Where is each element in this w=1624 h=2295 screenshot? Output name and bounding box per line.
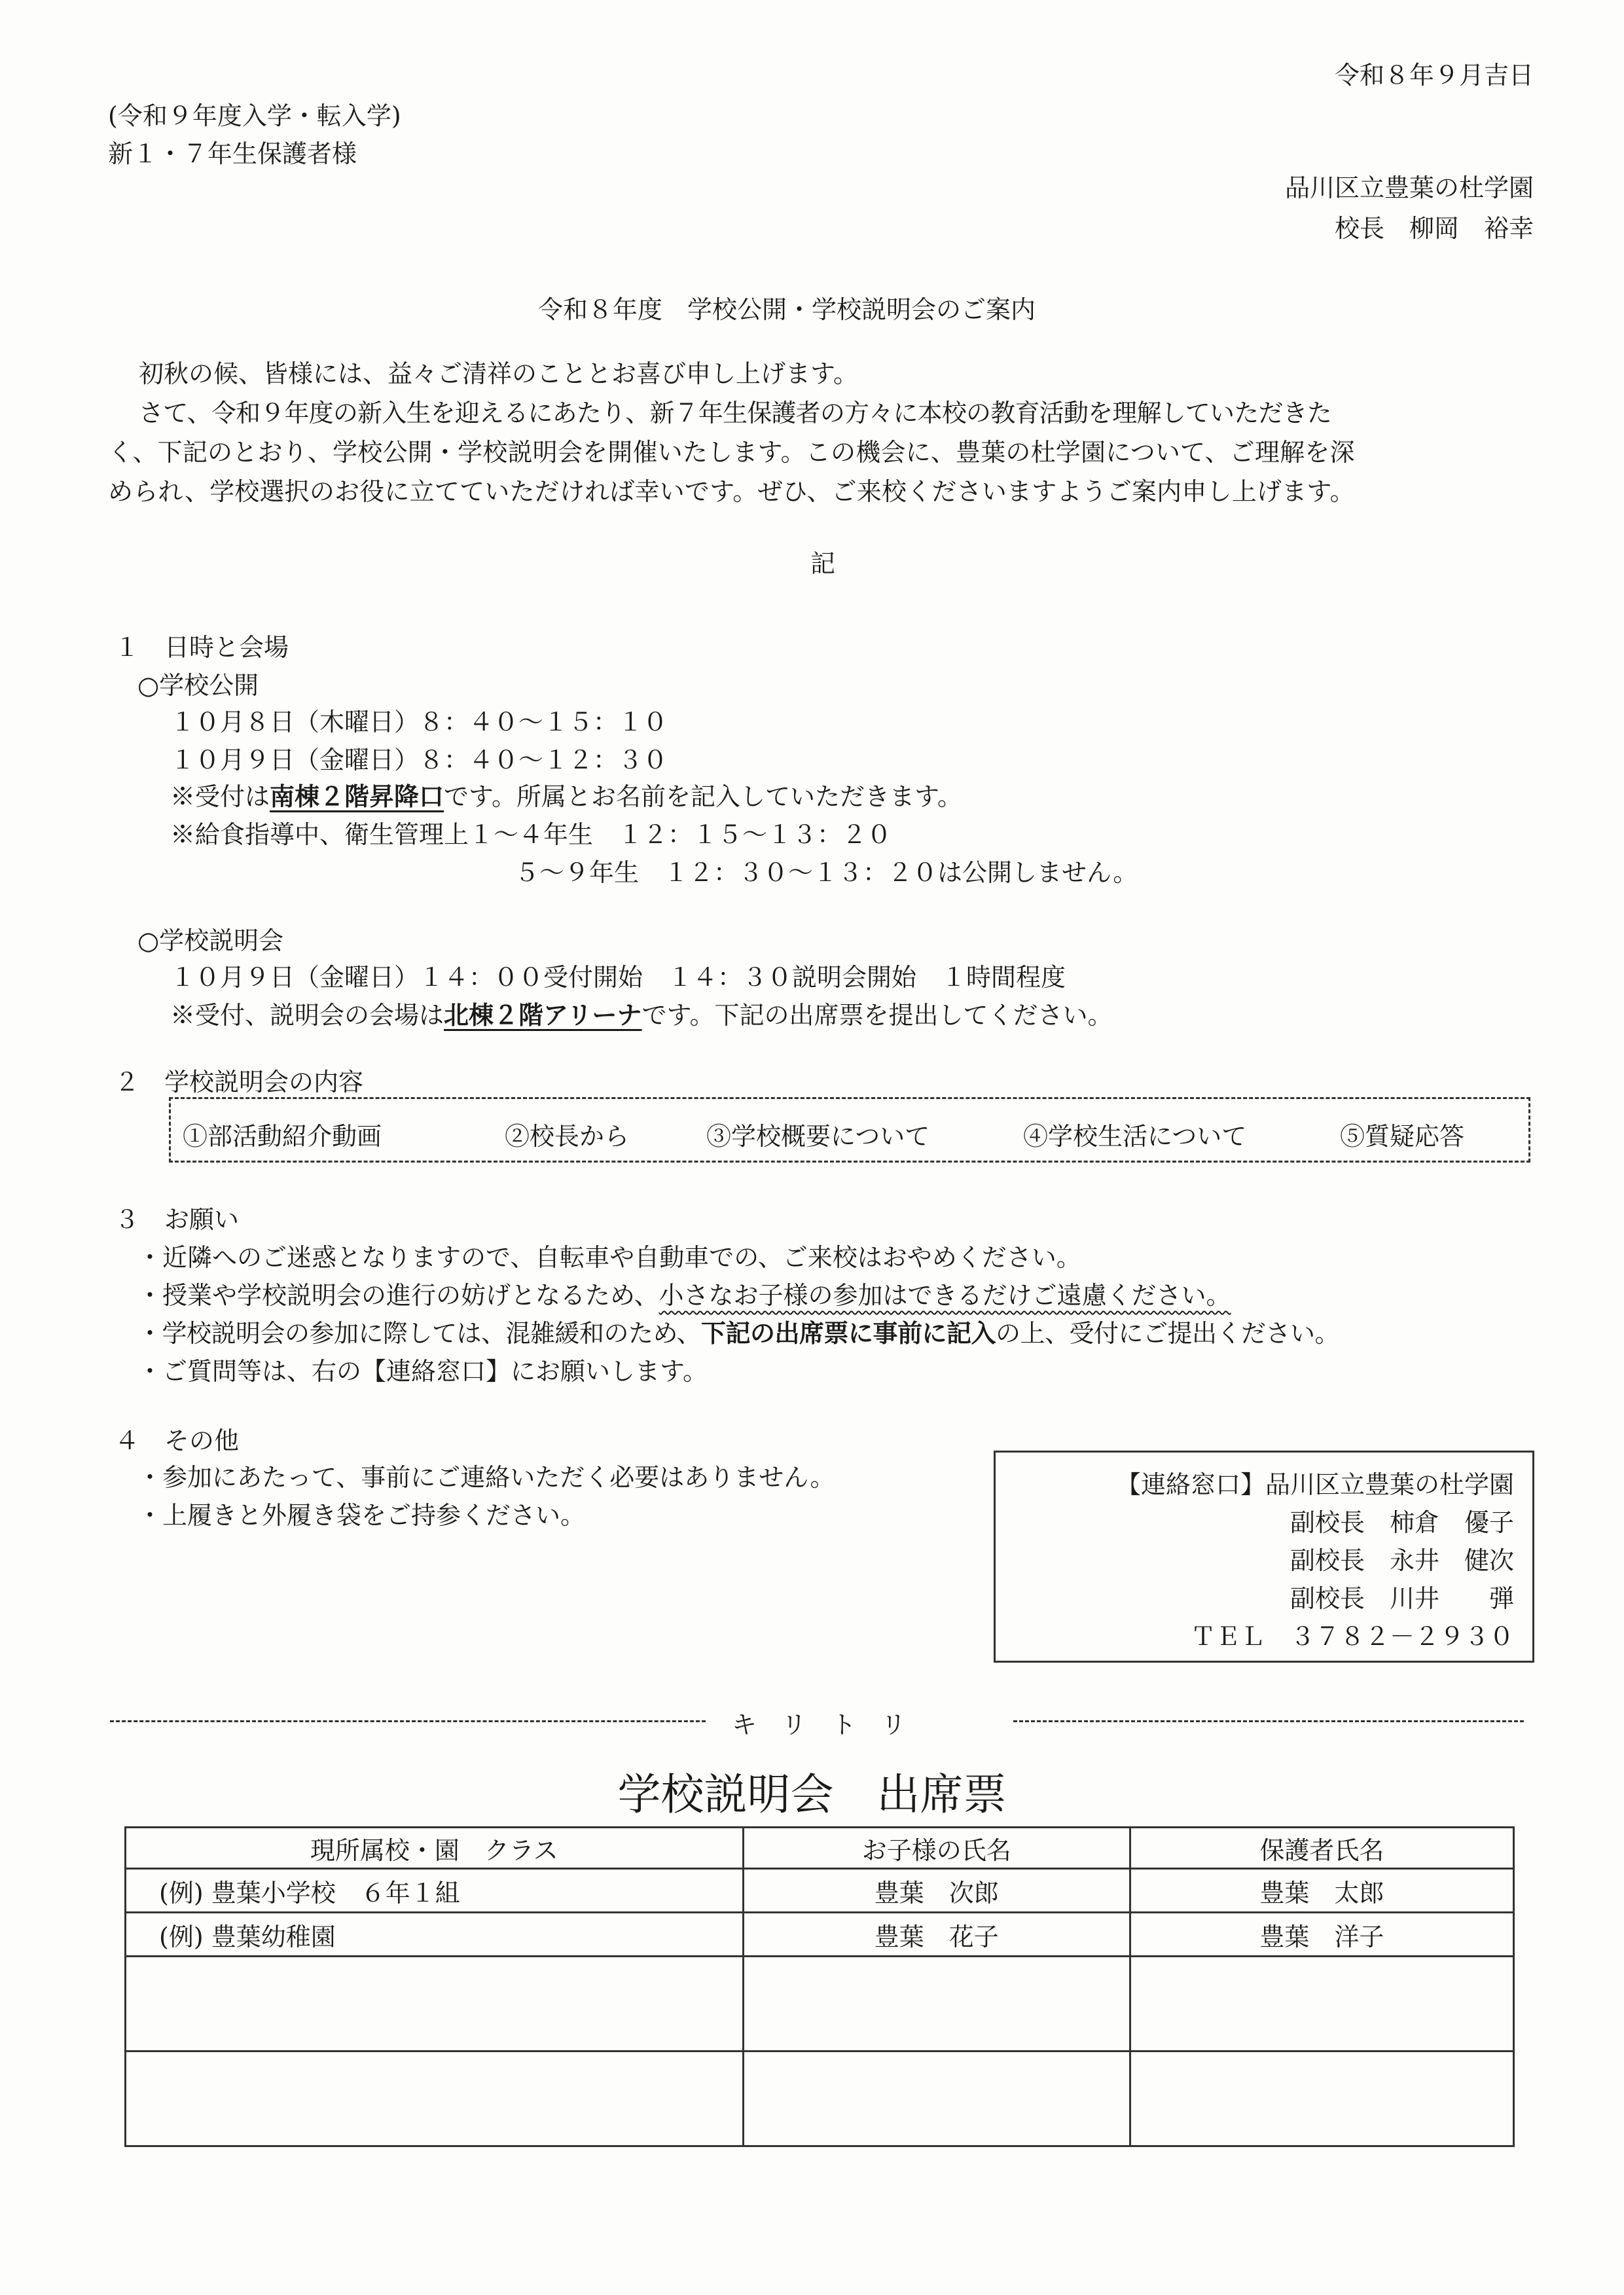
- example-guardian-name: 豊葉 洋子: [1130, 1913, 1513, 1957]
- table-header-row: [126, 1828, 1514, 1869]
- intro-line-4: められ、学校選択のお役に立てていただければ幸いです。ぜひ、ご来校くださいますようご案内申し上げます。: [108, 477, 1355, 506]
- intro-line-3: く、下記のとおり、学校公開・学校説明会を開催いたします。この機会に、豊葉の杜学園について、ご理解を深: [108, 438, 1355, 467]
- example-school-class: (例) 豊葉小学校 ６年１組: [126, 1869, 744, 1913]
- blank-child-name-cell[interactable]: [743, 2051, 1130, 2146]
- example-child-name: 豊葉 次郎: [743, 1869, 1130, 1913]
- request-line-3: [137, 1313, 1339, 1349]
- intro-line-1: 初秋の候、皆様には、益々ご清祥のこととお喜び申し上げます。: [139, 359, 858, 388]
- recipient-line-2: 新１・７年生保護者様: [108, 139, 357, 168]
- attendance-form-title: 学校説明会 出席票: [617, 1769, 1007, 1820]
- lunch-note-1: ※給食指導中、衛生管理上１～４年生 １２：１５～１３：２０: [170, 820, 892, 849]
- blank-guardian-name-cell[interactable]: [1130, 1957, 1513, 2051]
- principal-name: 校長 柳岡 裕幸: [1334, 214, 1534, 243]
- venue-note-pre: ※受付、説明会の会場は: [170, 1001, 444, 1030]
- reception-note-post: です。所属とお名前を記入していただきます。: [444, 782, 962, 811]
- example-guardian-name: 豊葉 太郎: [1130, 1869, 1513, 1913]
- briefing-time: １０月９日（金曜日）１４：００受付開始 １４：３０説明会開始 １時間程度: [170, 963, 1066, 992]
- request-line-1: ・近隣へのご迷惑となりますので、自転車や自動車での、ご来校はおやめください。: [137, 1243, 1081, 1272]
- reception-place: 南棟２階昇降口: [270, 782, 444, 811]
- school-name: 品川区立豊葉の杜学園: [1284, 173, 1534, 202]
- content-item: ②校長から: [505, 1122, 630, 1151]
- section4-heading: ４ その他: [115, 1426, 240, 1455]
- section3-heading: ３ お願い: [115, 1205, 240, 1234]
- vice-principal-1: 副校長 柿倉 優子: [1290, 1508, 1514, 1537]
- ki-mark: 記: [810, 549, 836, 578]
- contact-box: [994, 1451, 1534, 1663]
- contact-title: 【連絡窓口】品川区立豊葉の杜学園: [1115, 1470, 1514, 1499]
- school-open-label: ○学校公開: [137, 671, 259, 700]
- header-child-name: お子様の氏名: [743, 1828, 1130, 1869]
- advance-form-note: 下記の出席票に事前に記入: [700, 1318, 996, 1348]
- request-line-3-pre: ・学校説明会の参加に際しては、混雑緩和のため、: [137, 1319, 701, 1348]
- attendance-table: [124, 1826, 1515, 2147]
- contact-tel: ＴＥＬ ３７８２－２９３０: [1190, 1622, 1514, 1651]
- venue-place: 北棟２階アリーナ: [444, 1000, 642, 1030]
- cut-label: キ リ ト リ: [732, 1710, 907, 1739]
- cut-line-left: [110, 1720, 706, 1722]
- section2-heading: ２ 学校説明会の内容: [115, 1068, 364, 1096]
- request-line-3-post: の上、受付にご提出ください。: [996, 1319, 1340, 1348]
- document-title: 令和８年度 学校公開・学校説明会のご案内: [538, 295, 1036, 324]
- issue-date: 令和８年９月吉日: [1334, 61, 1534, 90]
- open-day-2: １０月９日（金曜日）８：４０～１２：３０: [170, 746, 668, 774]
- small-children-request: 小さなお子様の参加はできるだけご遠慮ください。: [659, 1281, 1231, 1310]
- other-line-1: ・参加にあたって、事前にご連絡いただく必要はありません。: [137, 1463, 835, 1492]
- example-child-name: 豊葉 花子: [743, 1913, 1130, 1957]
- intro-line-2: さて、令和９年度の新入生を迎えるにあたり、新７年生保護者の方々に本校の教育活動を理解していただきた: [139, 399, 1332, 427]
- content-item: ④学校生活について: [1023, 1122, 1247, 1151]
- header-guardian-name: 保護者氏名: [1130, 1828, 1513, 1869]
- content-item: ①部活動紹介動画: [183, 1122, 382, 1151]
- cut-line-right: [1013, 1720, 1524, 1722]
- venue-note-post: です。下記の出席票を提出してください。: [641, 1001, 1113, 1030]
- blank-entry-row: [126, 2051, 1514, 2146]
- example-school-class: (例) 豊葉幼稚園: [126, 1913, 744, 1957]
- other-line-2: ・上履きと外履き袋をご持参ください。: [137, 1501, 586, 1530]
- blank-guardian-name-cell[interactable]: [1130, 2051, 1513, 2146]
- request-line-4: ・ご質問等は、右の【連絡窓口】にお願いします。: [137, 1357, 708, 1386]
- blank-school-class-cell[interactable]: [126, 1957, 744, 2051]
- content-item: ③学校概要について: [706, 1122, 930, 1151]
- table-row: [126, 1913, 1514, 1957]
- vice-principal-3: 副校長 川井 弾: [1290, 1584, 1514, 1613]
- section1-heading: １ 日時と会場: [115, 633, 289, 662]
- content-item: ⑤質疑応答: [1340, 1122, 1465, 1151]
- venue-note: [170, 995, 1112, 1031]
- reception-note: [170, 776, 962, 812]
- blank-entry-row: [126, 1957, 1514, 2051]
- header-school-class: 現所属校・園 クラス: [126, 1828, 744, 1869]
- request-line-2: [137, 1275, 1231, 1311]
- reception-note-pre: ※受付は: [170, 782, 270, 811]
- briefing-label: ○学校説明会: [137, 926, 284, 955]
- request-line-2-pre: ・授業や学校説明会の進行の妨げとなるため、: [137, 1281, 659, 1310]
- table-row: [126, 1869, 1514, 1913]
- blank-child-name-cell[interactable]: [743, 1957, 1130, 2051]
- recipient-line-1: (令和９年度入学・転入学): [108, 101, 401, 130]
- blank-school-class-cell[interactable]: [126, 2051, 744, 2146]
- lunch-note-2: ５～９年生 １２：３０～１３：２０は公開しません。: [514, 858, 1138, 887]
- briefing-contents-box: [169, 1097, 1530, 1163]
- vice-principal-2: 副校長 永井 健次: [1290, 1546, 1514, 1575]
- open-day-1: １０月８日（木曜日）８：４０～１５：１０: [170, 708, 668, 736]
